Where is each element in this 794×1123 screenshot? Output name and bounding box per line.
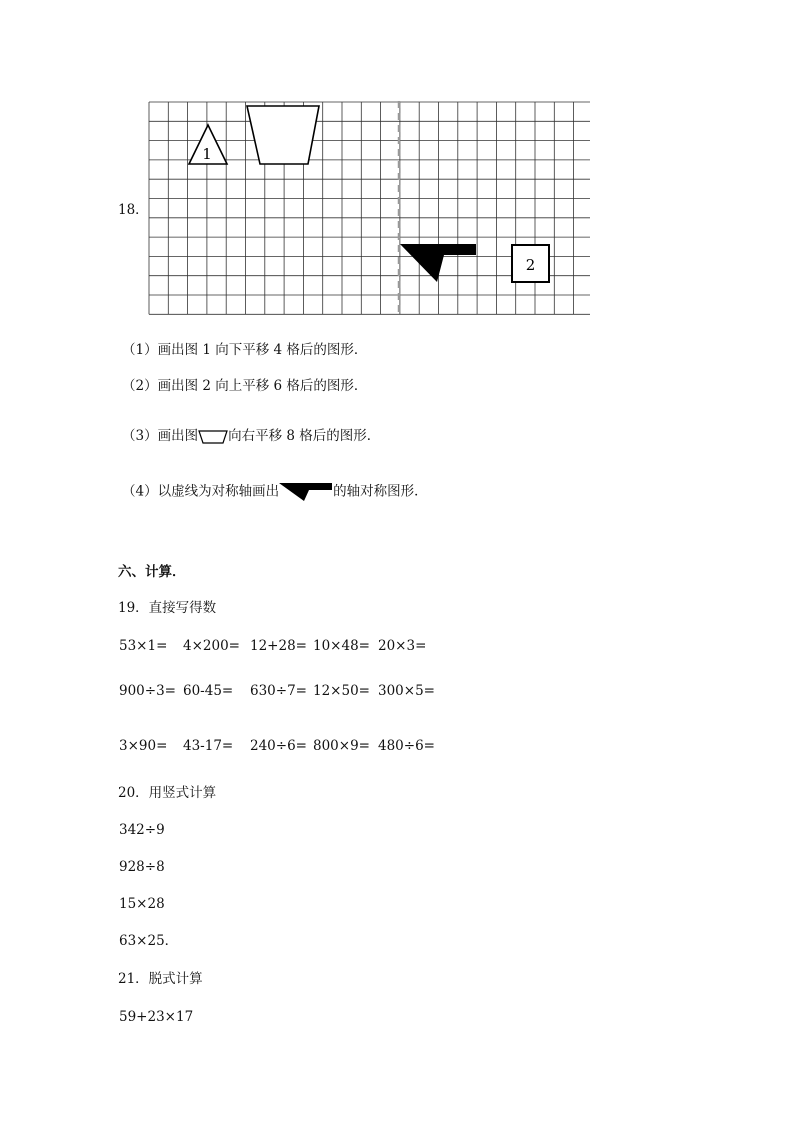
vertical-calc-item-4: 63×25．: [119, 933, 179, 949]
task-4: [122, 482, 428, 502]
calc-r1-c3: 12×50=: [313, 683, 370, 699]
black-flag-shape: [400, 244, 476, 282]
calc-r0-c1: 4×200=: [183, 638, 240, 654]
calc-r1-c2: 630÷7=: [250, 683, 307, 699]
shape-2-label: 2: [525, 256, 536, 274]
trapezoid-icon: [198, 429, 228, 444]
step-calc-item-1: 59+23×17: [119, 1009, 194, 1025]
calc-r1-c1: 60-45=: [183, 683, 234, 699]
task-1-text: （1）画出图 1 向下平移 4 格后的图形．: [122, 342, 368, 358]
vertical-calc-item-2: 928÷8: [119, 859, 165, 875]
calc-r2-c4: 480÷6=: [378, 738, 435, 754]
question-number-18: 18．: [118, 202, 149, 218]
black-flag-icon: [279, 482, 333, 502]
calc-r0-c0: 53×1=: [119, 638, 168, 654]
task-3-text-after: 向右平移 8 格后的图形．: [228, 428, 381, 444]
task-4-text-before: （4）以虚线为对称轴画出: [122, 483, 280, 500]
grid-figure: [148, 101, 590, 319]
question-21-title: 21．脱式计算: [118, 971, 203, 987]
calc-r2-c2: 240÷6=: [250, 738, 307, 754]
vertical-calc-item-1: 342÷9: [119, 822, 165, 838]
task-3: [122, 428, 380, 444]
calc-r0-c2: 12+28=: [250, 638, 307, 654]
calc-r1-c4: 300×5=: [378, 683, 435, 699]
task-4-text-after: 的轴对称图形．: [333, 483, 428, 500]
trapezoid-shape: [247, 106, 319, 164]
calc-r2-c3: 800×9=: [313, 738, 370, 754]
calc-r2-c1: 43-17=: [183, 738, 234, 754]
calc-r0-c4: 20×3=: [378, 638, 427, 654]
vertical-calc-item-3: 15×28: [119, 896, 165, 912]
question-20-title: 20．用竖式计算: [118, 785, 217, 801]
task-3-text-before: （3）画出图: [122, 428, 199, 444]
task-2-text: （2）画出图 2 向上平移 6 格后的图形．: [122, 378, 368, 394]
section-6-heading: 六、计算．: [118, 564, 186, 580]
calc-r0-c3: 10×48=: [313, 638, 370, 654]
shape-1-label: 1: [202, 145, 212, 163]
calc-r2-c0: 3×90=: [119, 738, 168, 754]
question-19-title: 19．直接写得数: [118, 600, 217, 616]
calc-r1-c0: 900÷3=: [119, 683, 176, 699]
